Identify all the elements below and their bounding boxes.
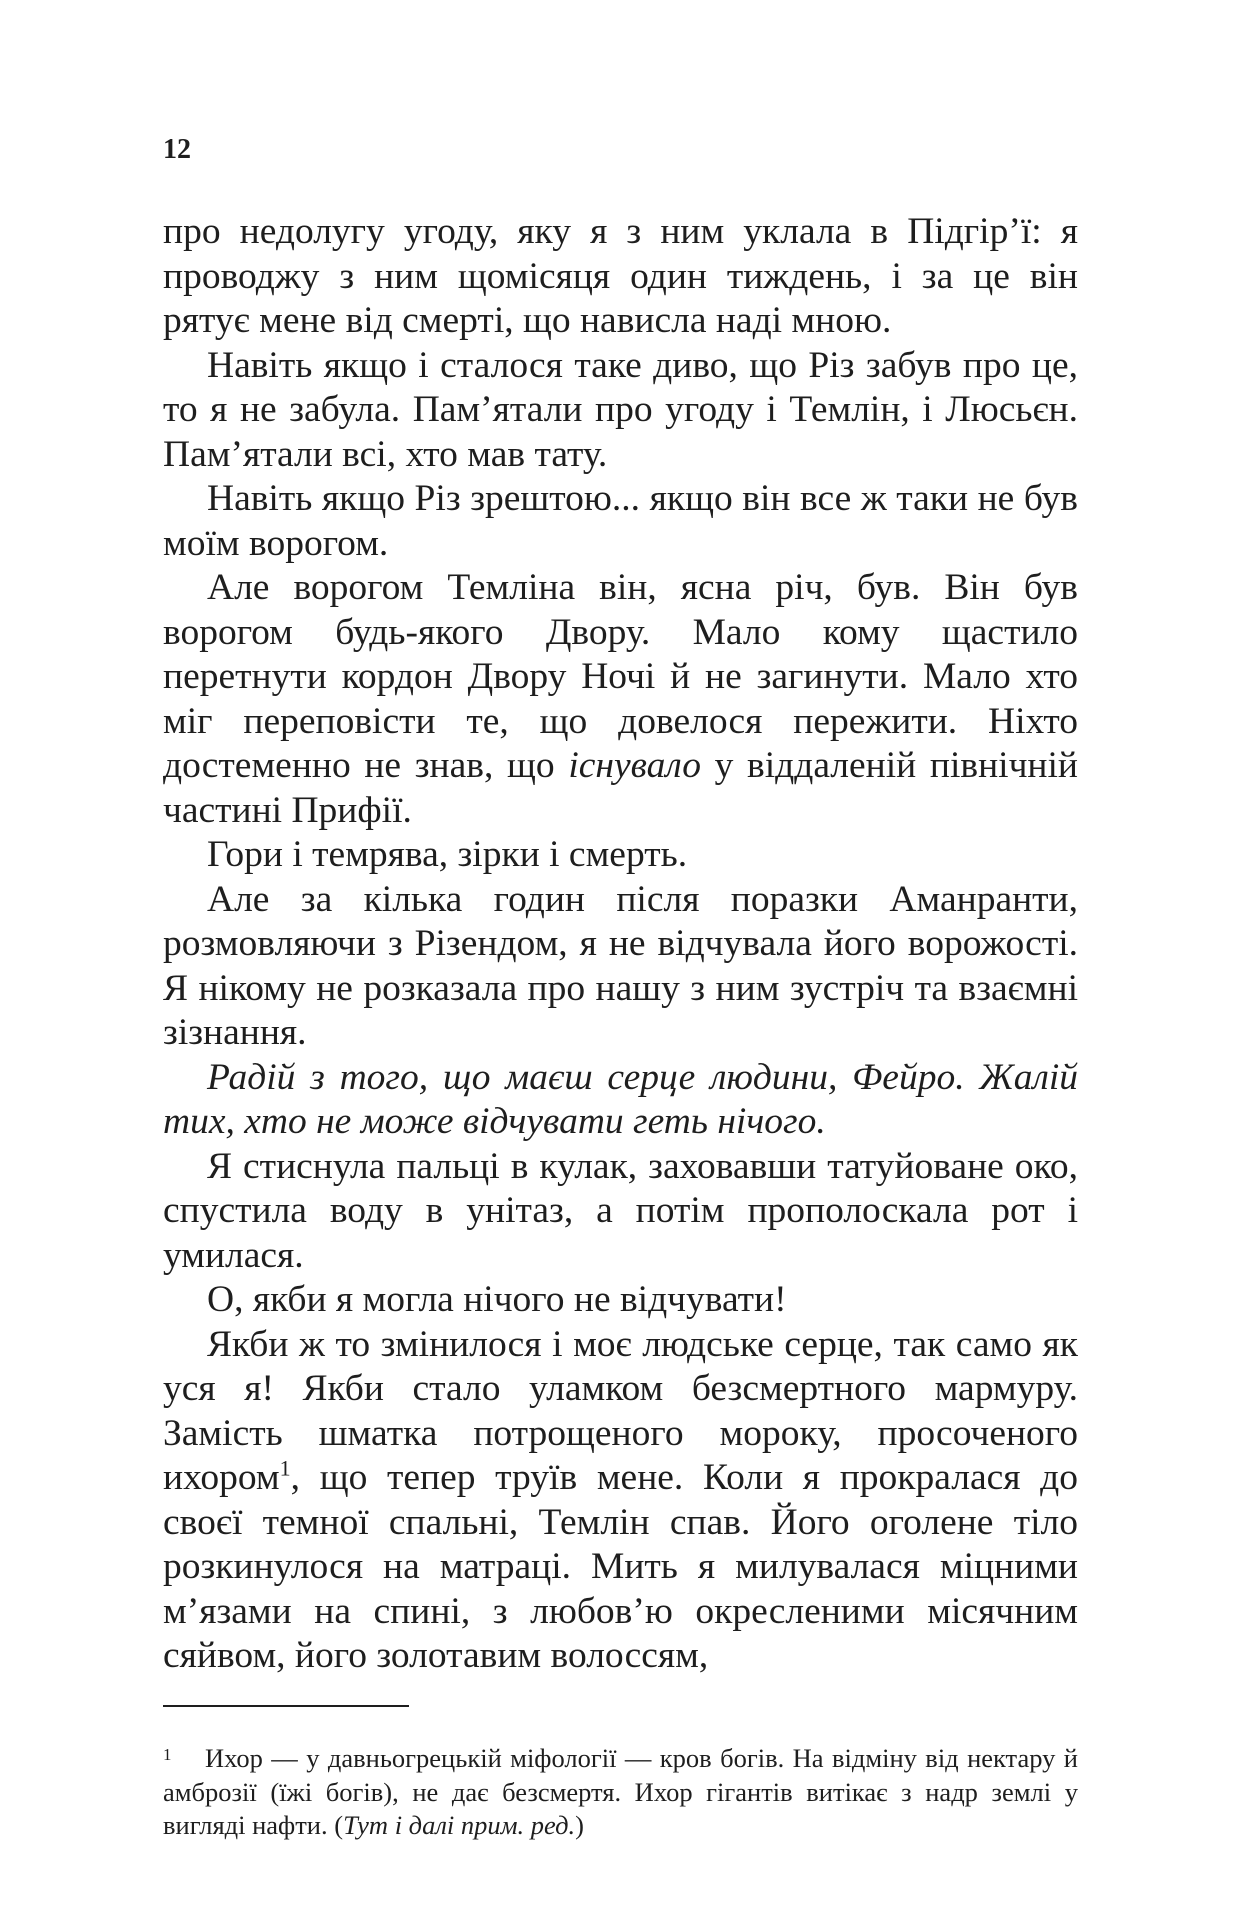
paragraph [163, 566, 1078, 833]
paragraph-text: Але ворогом Темліна він, ясна річ, був. Він був ворогом будь-якого Двору. Мало кому щастило перетнути кордон Двору Ночі й не загинути. Мало хто міг переповісти те, що довелося пережити. Ніхто достеменно не знав, що [163, 567, 1078, 786]
italic-quote: Радій з того, що маєш серце людини, Фейро. Жалій тих, хто не може відчувати геть нічого. [163, 1056, 1078, 1142]
paragraph-text: у віддаленій північній частині Прифії. [163, 745, 1078, 831]
footnote-closing: ) [575, 1810, 584, 1840]
footnote [163, 1742, 1078, 1843]
footnote-body: Ихор — у давньогрецькій міфології — кров богів. На відміну від нектару й амброзії (їжі богів), не дає безсмертя. Ихор гігантів витікає з надр землі у вигляді нафти. ( [163, 1743, 1078, 1840]
paragraph: Навіть якщо і сталося таке диво, що Різ забув про це, то я не забула. Пам’ятали про угоду і Темлін, і Люсьєн. Пам’ятали всі, хто мав тату. [163, 344, 1078, 475]
paragraph [163, 1323, 1078, 1679]
italic-word: існувало [568, 745, 701, 786]
paragraph: Навіть якщо Різ зрештою... якщо він все ж таки не був моїм ворогом. [163, 478, 1078, 564]
footnote-marker: 1 [163, 1745, 172, 1764]
footnote-divider [163, 1705, 409, 1707]
paragraph-italic [163, 1056, 1078, 1145]
paragraph: Але за кілька годин після поразки Аманранти, розмовляючи з Різендом, я не відчувала його ворожості. Я нікому не розказала про нашу з ним зустріч та взаємні зізнання. [163, 878, 1078, 1053]
paragraph: О, якби я могла нічого не відчувати! [207, 1279, 787, 1320]
paragraph: про недолугу угоду, яку я з ним уклала в Підгір’ї: я проводжу з ним щомісяця один тиждень, і за це він рятує мене від смерті, що нависла наді мною. [163, 211, 1078, 341]
footnote-italic: Тут і далі прим. ред. [343, 1810, 576, 1840]
paragraph: Гори і темрява, зірки і смерть. [207, 834, 688, 875]
footnote-text [163, 1742, 1078, 1843]
footnote-reference[interactable]: 1 [279, 1455, 291, 1481]
page-number: 12 [163, 134, 191, 165]
paragraph-text: Якби ж то змінилося і моє людське серце, так само як уся я! Якби стало уламком безсмертного мармуру. Замість шматка потрощеного мороку, просоченого ихором [163, 1323, 1078, 1498]
paragraph: Я стиснула пальці в кулак, заховавши татуйоване око, спустила воду в унітаз, а потім прополоскала рот і умилася. [163, 1145, 1078, 1276]
body-text [163, 210, 1078, 1679]
paragraph-text: , що тепер труїв мене. Коли я прокралася до своєї темної спальні, Темлін спав. Його оголене тіло розкинулося на матраці. Мить я милувалася міцними м’язами на спині, з любов’ю окресленими місячним сяйвом, його золотавим волоссям, [163, 1457, 1078, 1676]
